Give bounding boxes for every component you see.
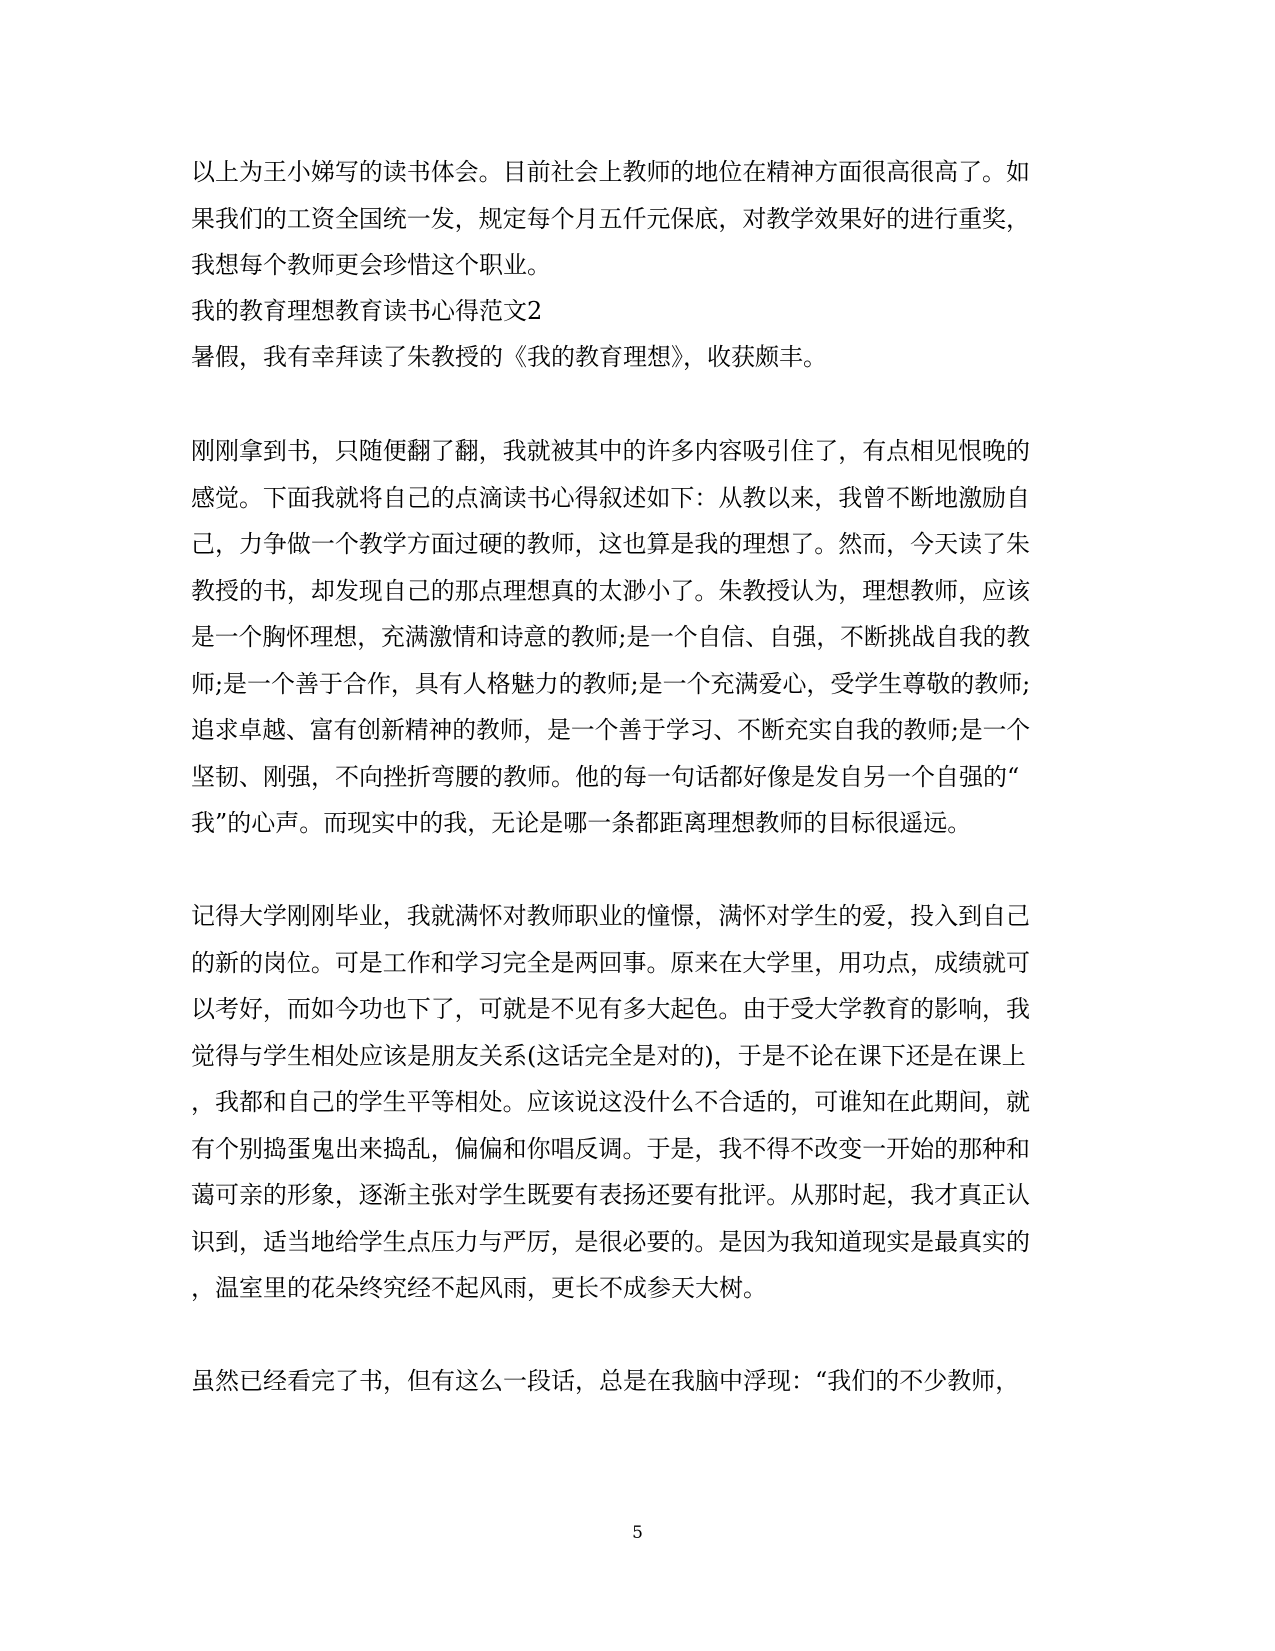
text-line: 以考好，而如今功也下了，可就是不见有多大起色。由于受大学教育的影响，我 — [191, 995, 1030, 1023]
text-line: 己，力争做一个教学方面过硬的教师，这也算是我的理想了。然而，今天读了朱 — [191, 530, 1030, 558]
text-line: 虽然已经看完了书，但有这么一段话，总是在我脑中浮现：“我们的不少教师， — [191, 1367, 1020, 1395]
text-line: 的新的岗位。可是工作和学习完全是两回事。原来在大学里，用功点，成绩就可 — [191, 949, 1030, 977]
text-line: ，我都和自己的学生平等相处。应该说这没什么不合适的，可谁知在此期间，就 — [191, 1088, 1030, 1116]
page-number: 5 — [632, 1523, 643, 1543]
text-line: 感觉。下面我就将自己的点滴读书心得叙述如下：从教以来，我曾不断地激励自 — [191, 484, 1030, 512]
text-line: 刚刚拿到书，只随便翻了翻，我就被其中的许多内容吸引住了，有点相见恨晚的 — [191, 437, 1030, 465]
text-line: 师;是一个善于合作，具有人格魅力的教师;是一个充满爱心，受学生尊敬的教师; — [191, 670, 1031, 698]
text-line: 是一个胸怀理想，充满激情和诗意的教师;是一个自信、自强，不断挑战自我的教 — [191, 623, 1031, 651]
section-heading: 我的教育理想教育读书心得范文2 — [191, 297, 543, 325]
text-line: 教授的书，却发现自己的那点理想真的太渺小了。朱教授认为，理想教师，应该 — [191, 577, 1030, 605]
text-line: 觉得与学生相处应该是朋友关系(这话完全是对的)，于是不论在课下还是在课上 — [191, 1042, 1026, 1070]
text-line: 蔼可亲的形象，逐渐主张对学生既要有表扬还要有批评。从那时起，我才真正认 — [191, 1181, 1030, 1209]
text-line: 以上为王小娣写的读书体会。目前社会上教师的地位在精神方面很高很高了。如 — [191, 158, 1030, 186]
text-line: 果我们的工资全国统一发，规定每个月五仟元保底，对教学效果好的进行重奖， — [191, 205, 1030, 233]
text-line: 我想每个教师更会珍惜这个职业。 — [191, 251, 551, 279]
text-line: 坚韧、刚强，不向挫折弯腰的教师。他的每一句话都好像是发自另一个自强的“ — [191, 763, 1020, 791]
text-line: 我”的心声。而现实中的我，无论是哪一条都距离理想教师的目标很遥远。 — [191, 809, 972, 837]
text-line: 识到，适当地给学生点压力与严厉，是很必要的。是因为我知道现实是最真实的 — [191, 1228, 1030, 1256]
text-line: 记得大学刚刚毕业，我就满怀对教师职业的憧憬，满怀对学生的爱，投入到自己 — [191, 902, 1030, 930]
text-line: 追求卓越、富有创新精神的教师，是一个善于学习、不断充实自我的教师;是一个 — [191, 716, 1031, 744]
text-line: 有个别捣蛋鬼出来捣乱，偏偏和你唱反调。于是，我不得不改变一开始的那种和 — [191, 1135, 1030, 1163]
text-line: ，温室里的花朵终究经不起风雨，更长不成参天大树。 — [191, 1274, 767, 1302]
text-line: 暑假，我有幸拜读了朱教授的《我的教育理想》，收获颇丰。 — [191, 343, 827, 371]
